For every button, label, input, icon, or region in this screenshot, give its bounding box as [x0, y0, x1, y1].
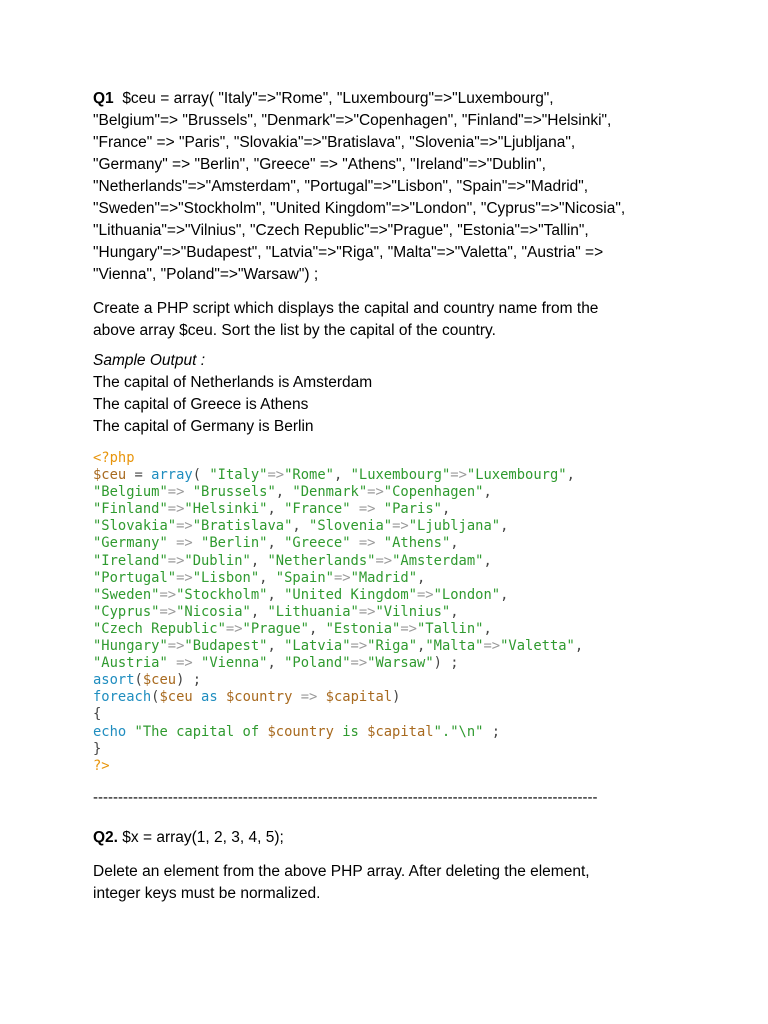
- code-token: ,: [500, 586, 509, 603]
- code-token: =>: [159, 586, 177, 603]
- code-line: [93, 724, 683, 741]
- document-page: [93, 88, 683, 905]
- description-line: Delete an element from the above PHP array. After deleting the element,: [93, 862, 590, 880]
- code-token: "Slovenia": [309, 518, 393, 535]
- code-token: "Denmark": [292, 484, 368, 501]
- code-token: ,: [267, 655, 285, 672]
- code-token: ,: [267, 586, 285, 603]
- code-token: =>: [167, 552, 185, 569]
- code-token: [351, 501, 359, 517]
- code-token: ) ;: [176, 672, 202, 689]
- code-line: [93, 672, 683, 689]
- code-token: "Amsterdam": [392, 552, 484, 569]
- code-token: "Luxembourg": [350, 467, 451, 484]
- code-token: ;: [483, 723, 501, 740]
- code-token: $ceu: [159, 689, 193, 706]
- code-token: [317, 689, 325, 705]
- array-line: "Hungary"=>"Budapest", "Latvia"=>"Riga", "Malta"=>"Valetta", "Austria" =>: [93, 244, 604, 261]
- code-token: "Paris": [383, 501, 442, 518]
- code-token: ,: [308, 620, 326, 637]
- code-token: "Warsaw": [367, 655, 434, 672]
- code-line: [93, 553, 683, 570]
- code-token: "Dublin": [184, 552, 251, 569]
- code-token: "United Kingdom": [284, 586, 417, 603]
- code-token: "The capital of: [134, 723, 268, 740]
- code-token: "Ireland": [93, 552, 168, 569]
- code-token: ,: [267, 501, 285, 518]
- code-token: (: [134, 672, 143, 689]
- code-token: "Italy": [209, 467, 268, 484]
- code-token: "Rome": [284, 467, 334, 484]
- array-line: "France" => "Paris", "Slovakia"=>"Bratislava", "Slovenia"=>"Ljubljana",: [93, 134, 576, 151]
- code-token: as: [201, 689, 218, 706]
- code-token: (: [192, 467, 210, 484]
- code-token: is: [333, 723, 368, 740]
- code-token: "Copenhagen": [383, 484, 484, 501]
- sample-output-title: Sample Output :: [93, 352, 206, 369]
- code-token: "Vilnius": [375, 603, 451, 620]
- code-line: [93, 655, 683, 672]
- question-2-statement: $x = array(1, 2, 3, 4, 5);: [122, 828, 284, 846]
- code-token: [193, 535, 201, 551]
- question-1-first-line: [93, 88, 683, 110]
- code-token: =>: [167, 484, 185, 501]
- code-token: "Brussels": [192, 484, 276, 501]
- code-token: =>: [350, 638, 368, 655]
- code-token: "Bratislava": [192, 518, 293, 535]
- code-token: "Helsinki": [184, 501, 268, 518]
- code-token: "Budapest": [184, 638, 268, 655]
- code-token: [375, 535, 383, 551]
- description-line: integer keys must be normalized.: [93, 884, 321, 902]
- code-token: "Portugal": [93, 569, 177, 586]
- code-token: ,: [450, 603, 459, 620]
- code-line: [93, 638, 683, 655]
- code-token: =>: [225, 620, 243, 637]
- code-token: "Malta": [425, 638, 484, 655]
- code-token: "Poland": [284, 655, 351, 672]
- code-token: ,: [250, 603, 268, 620]
- code-token: ,: [267, 638, 285, 655]
- code-token: =>: [333, 569, 351, 586]
- code-token: ,: [441, 501, 451, 518]
- code-token: [375, 501, 383, 517]
- code-token: "Germany": [93, 535, 168, 552]
- code-token: ,: [500, 518, 509, 535]
- code-token: "Nicosia": [176, 603, 251, 620]
- code-token: ,: [250, 552, 268, 569]
- description-line: Create a PHP script which displays the capital and country name from the: [93, 300, 599, 317]
- code-token: "Austria": [93, 655, 168, 672]
- code-line: [93, 706, 683, 723]
- code-token: [351, 535, 359, 551]
- code-token: "Stockholm": [176, 586, 268, 603]
- code-token: $capital: [325, 689, 393, 706]
- code-token: [292, 689, 300, 705]
- code-token: "Vienna": [201, 655, 268, 672]
- code-token: "Cyprus": [93, 603, 160, 620]
- array-line: "Netherlands"=>"Amsterdam", "Portugal"=>"Lisbon", "Spain"=>"Madrid",: [93, 178, 589, 195]
- code-token: array: [151, 467, 193, 484]
- code-token: =>: [483, 638, 501, 655]
- code-token: "Tallin": [417, 620, 484, 637]
- code-token: "."\n": [433, 723, 484, 740]
- code-token: "Belgium": [93, 484, 168, 501]
- code-line: [93, 518, 683, 535]
- code-token: [126, 724, 134, 740]
- code-token: {: [93, 706, 102, 723]
- sample-output-line: The capital of Netherlands is Amsterdam: [93, 374, 373, 391]
- code-token: ,: [483, 484, 492, 501]
- code-token: "Ljubljana": [408, 518, 501, 535]
- code-token: ,: [333, 467, 351, 484]
- code-token: echo: [93, 723, 127, 740]
- code-token: ,: [483, 552, 492, 569]
- code-token: =>: [300, 689, 318, 706]
- code-token: ,: [259, 569, 276, 586]
- code-token: [193, 689, 201, 705]
- code-token: =>: [176, 518, 193, 535]
- code-token: foreach: [93, 689, 152, 706]
- code-token: $ceu: [93, 467, 127, 484]
- code-line: [93, 570, 683, 587]
- sample-output-line: The capital of Greece is Athens: [93, 396, 309, 413]
- code-token: [218, 689, 226, 705]
- code-token: "Hungary": [93, 638, 168, 655]
- code-token: "Sweden": [93, 586, 160, 603]
- section-divider: -----------------------------------------------------------------------------------------------------: [93, 788, 598, 806]
- code-token: "Netherlands": [267, 552, 376, 569]
- code-token: ,: [417, 638, 426, 655]
- array-line: $ceu = array( "Italy"=>"Rome", "Luxembourg"=>"Luxembourg",: [122, 90, 554, 107]
- code-token: =>: [358, 535, 376, 552]
- code-line: [93, 467, 683, 484]
- code-token: =>: [350, 655, 368, 672]
- code-token: =>: [167, 501, 185, 518]
- code-token: ,: [566, 467, 575, 484]
- code-token: "Latvia": [284, 638, 351, 655]
- code-token: "Estonia": [325, 620, 401, 637]
- code-token: ,: [292, 518, 310, 535]
- code-token: "Athens": [383, 535, 451, 552]
- code-token: "Valetta": [500, 638, 575, 655]
- code-line: [93, 535, 683, 552]
- code-token: "France": [284, 501, 351, 518]
- code-token: =>: [450, 467, 467, 484]
- code-token: $ceu: [142, 672, 177, 689]
- sample-output-line: The capital of Germany is Berlin: [93, 418, 314, 435]
- array-line: "Lithuania"=>"Vilnius", "Czech Republic"=>"Prague", "Estonia"=>"Tallin",: [93, 222, 589, 239]
- code-line: [93, 758, 683, 775]
- array-line: "Germany" => "Berlin", "Greece" => "Athens", "Ireland"=>"Dublin",: [93, 156, 546, 173]
- code-token: $country: [225, 689, 293, 706]
- code-token: <?php: [93, 450, 135, 466]
- code-token: "London": [433, 586, 501, 603]
- code-token: "Slovakia": [93, 518, 177, 535]
- description-line: above array $ceu. Sort the list by the capital of the country.: [93, 322, 496, 339]
- array-line: "Sweden"=>"Stockholm", "United Kingdom"=>"London", "Cyprus"=>"Nicosia",: [93, 200, 626, 217]
- code-token: =>: [358, 501, 376, 518]
- question-1-description: [93, 298, 683, 342]
- code-line: [93, 741, 683, 758]
- code-token: =>: [176, 535, 193, 552]
- code-token: =>: [367, 484, 384, 501]
- code-line: [93, 604, 683, 621]
- code-token: "Lisbon": [192, 569, 260, 586]
- code-token: =>: [176, 655, 193, 672]
- code-token: }: [93, 740, 102, 757]
- code-token: "Greece": [284, 535, 351, 552]
- code-token: "Czech Republic": [93, 620, 226, 637]
- code-token: "Luxembourg": [466, 467, 567, 484]
- php-code-block: [93, 450, 683, 775]
- code-token: asort: [93, 672, 135, 689]
- code-token: ,: [275, 484, 293, 501]
- code-token: "Berlin": [201, 535, 268, 552]
- code-token: =>: [416, 586, 434, 603]
- code-token: =>: [392, 518, 409, 535]
- code-line: [93, 501, 683, 518]
- code-token: ): [392, 689, 401, 706]
- question-2-description: [93, 861, 683, 905]
- code-token: [168, 535, 176, 551]
- code-line: [93, 587, 683, 604]
- code-token: ) ;: [433, 655, 459, 672]
- code-token: (: [151, 689, 160, 706]
- code-token: "Lithuania": [267, 603, 359, 620]
- code-token: ,: [574, 638, 584, 655]
- code-token: =>: [167, 638, 185, 655]
- code-line: [93, 484, 683, 501]
- code-token: "Finland": [93, 501, 168, 518]
- code-token: ,: [450, 535, 459, 552]
- code-line: [93, 621, 683, 638]
- question-2: [93, 827, 683, 849]
- question-1-label: Q1: [93, 90, 114, 107]
- question-1: [93, 88, 683, 286]
- code-line: [93, 450, 683, 467]
- code-token: [168, 655, 176, 671]
- code-token: =>: [267, 467, 285, 484]
- code-token: =: [126, 467, 152, 484]
- code-token: ?>: [93, 757, 110, 774]
- code-token: "Madrid": [350, 569, 418, 586]
- code-token: [193, 655, 201, 671]
- code-token: =>: [375, 552, 393, 569]
- question-2-label: Q2.: [93, 828, 118, 846]
- code-token: [184, 484, 192, 500]
- array-line: "Belgium"=> "Brussels", "Denmark"=>"Copenhagen", "Finland"=>"Helsinki",: [93, 112, 612, 129]
- code-token: $country: [267, 723, 334, 740]
- code-line: [93, 689, 683, 706]
- code-token: =>: [176, 569, 193, 586]
- code-token: "Prague": [242, 620, 309, 637]
- code-token: =>: [358, 603, 376, 620]
- array-line: "Vienna", "Poland"=>"Warsaw") ;: [93, 266, 319, 283]
- code-token: ,: [267, 535, 285, 552]
- code-token: ,: [483, 620, 492, 637]
- code-token: =>: [159, 603, 177, 620]
- code-token: =>: [400, 620, 417, 637]
- code-token: "Spain": [275, 569, 334, 586]
- code-token: "Riga": [367, 638, 418, 655]
- code-token: ,: [417, 569, 426, 586]
- code-token: $capital: [367, 723, 434, 740]
